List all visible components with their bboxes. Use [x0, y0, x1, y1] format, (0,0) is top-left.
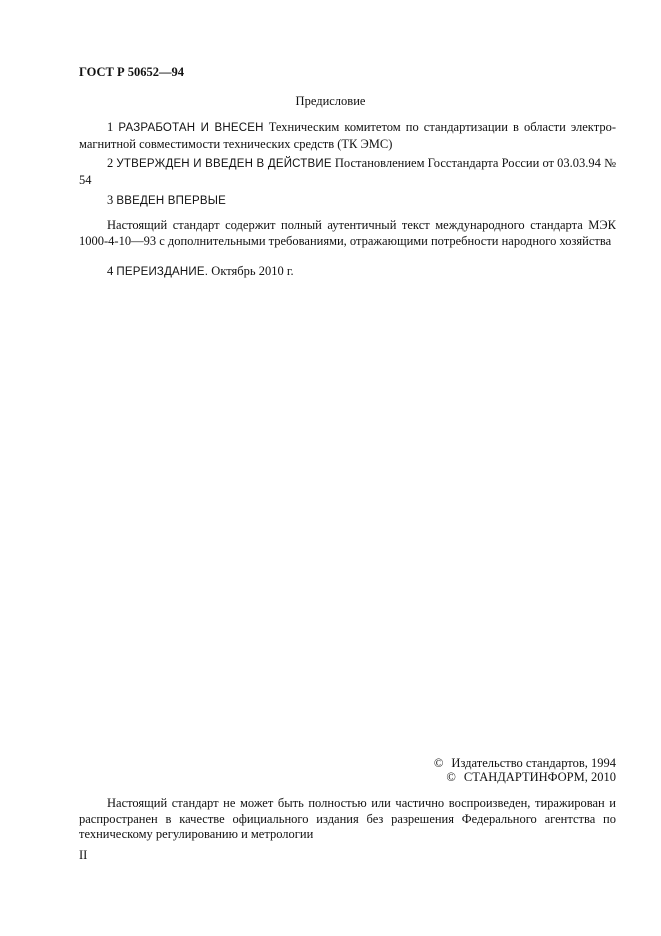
copyright-icon: © — [433, 756, 444, 770]
preface-item-1 — [79, 120, 616, 152]
preface-item-2 — [79, 156, 616, 188]
preface-item-4 — [79, 264, 616, 281]
item-heading: ПЕРЕИЗДАНИЕ. — [116, 266, 209, 278]
document-code: ГОСТ Р 50652—94 — [79, 65, 185, 79]
preface-item-3 — [79, 193, 616, 210]
item-text: Техническим комитетом по стандартизации в области электро-магнитной совместимости технических средств (ТК ЭМС) — [79, 120, 616, 151]
item-number: 2 — [107, 156, 114, 170]
copyright-line-1: © Издательство стандартов, 1994 — [433, 756, 616, 770]
copyright-icon: © — [446, 770, 456, 784]
copyright-line-2: © СТАНДАРТИНФОРМ, 2010 — [446, 770, 616, 784]
copyright-block — [380, 756, 616, 784]
item-number: 4 — [107, 264, 114, 278]
item-text: Октябрь 2010 г. — [208, 264, 294, 278]
preface-title: Предисловие — [295, 94, 366, 108]
item-text: Постановлением Госстандарта России от 03.03.94 № 54 — [79, 156, 617, 187]
item-heading: ВВЕДЕН ВПЕРВЫЕ — [116, 195, 226, 207]
item-number: 3 — [107, 193, 114, 207]
page-number: II — [79, 848, 88, 862]
item-heading: РАЗРАБОТАН И ВНЕСЕН — [118, 122, 264, 134]
preface-item-3-text: Настоящий стандарт содержит полный аутентичный текст международного стандарта МЭК 1000-4-10—93 с дополнительными требованиями, отражающими потребности народного хозяйства — [79, 218, 616, 248]
reproduction-notice: Настоящий стандарт не может быть полностью или частично воспроизведен, тиражирован и распространен в качестве официального издания без разрешения Федерального агентства по техническому регулированию и метрологии — [79, 796, 616, 841]
item-number: 1 — [107, 120, 114, 134]
item-heading: УТВЕРЖДЕН И ВВЕДЕН В ДЕЙСТВИЕ — [116, 158, 332, 170]
